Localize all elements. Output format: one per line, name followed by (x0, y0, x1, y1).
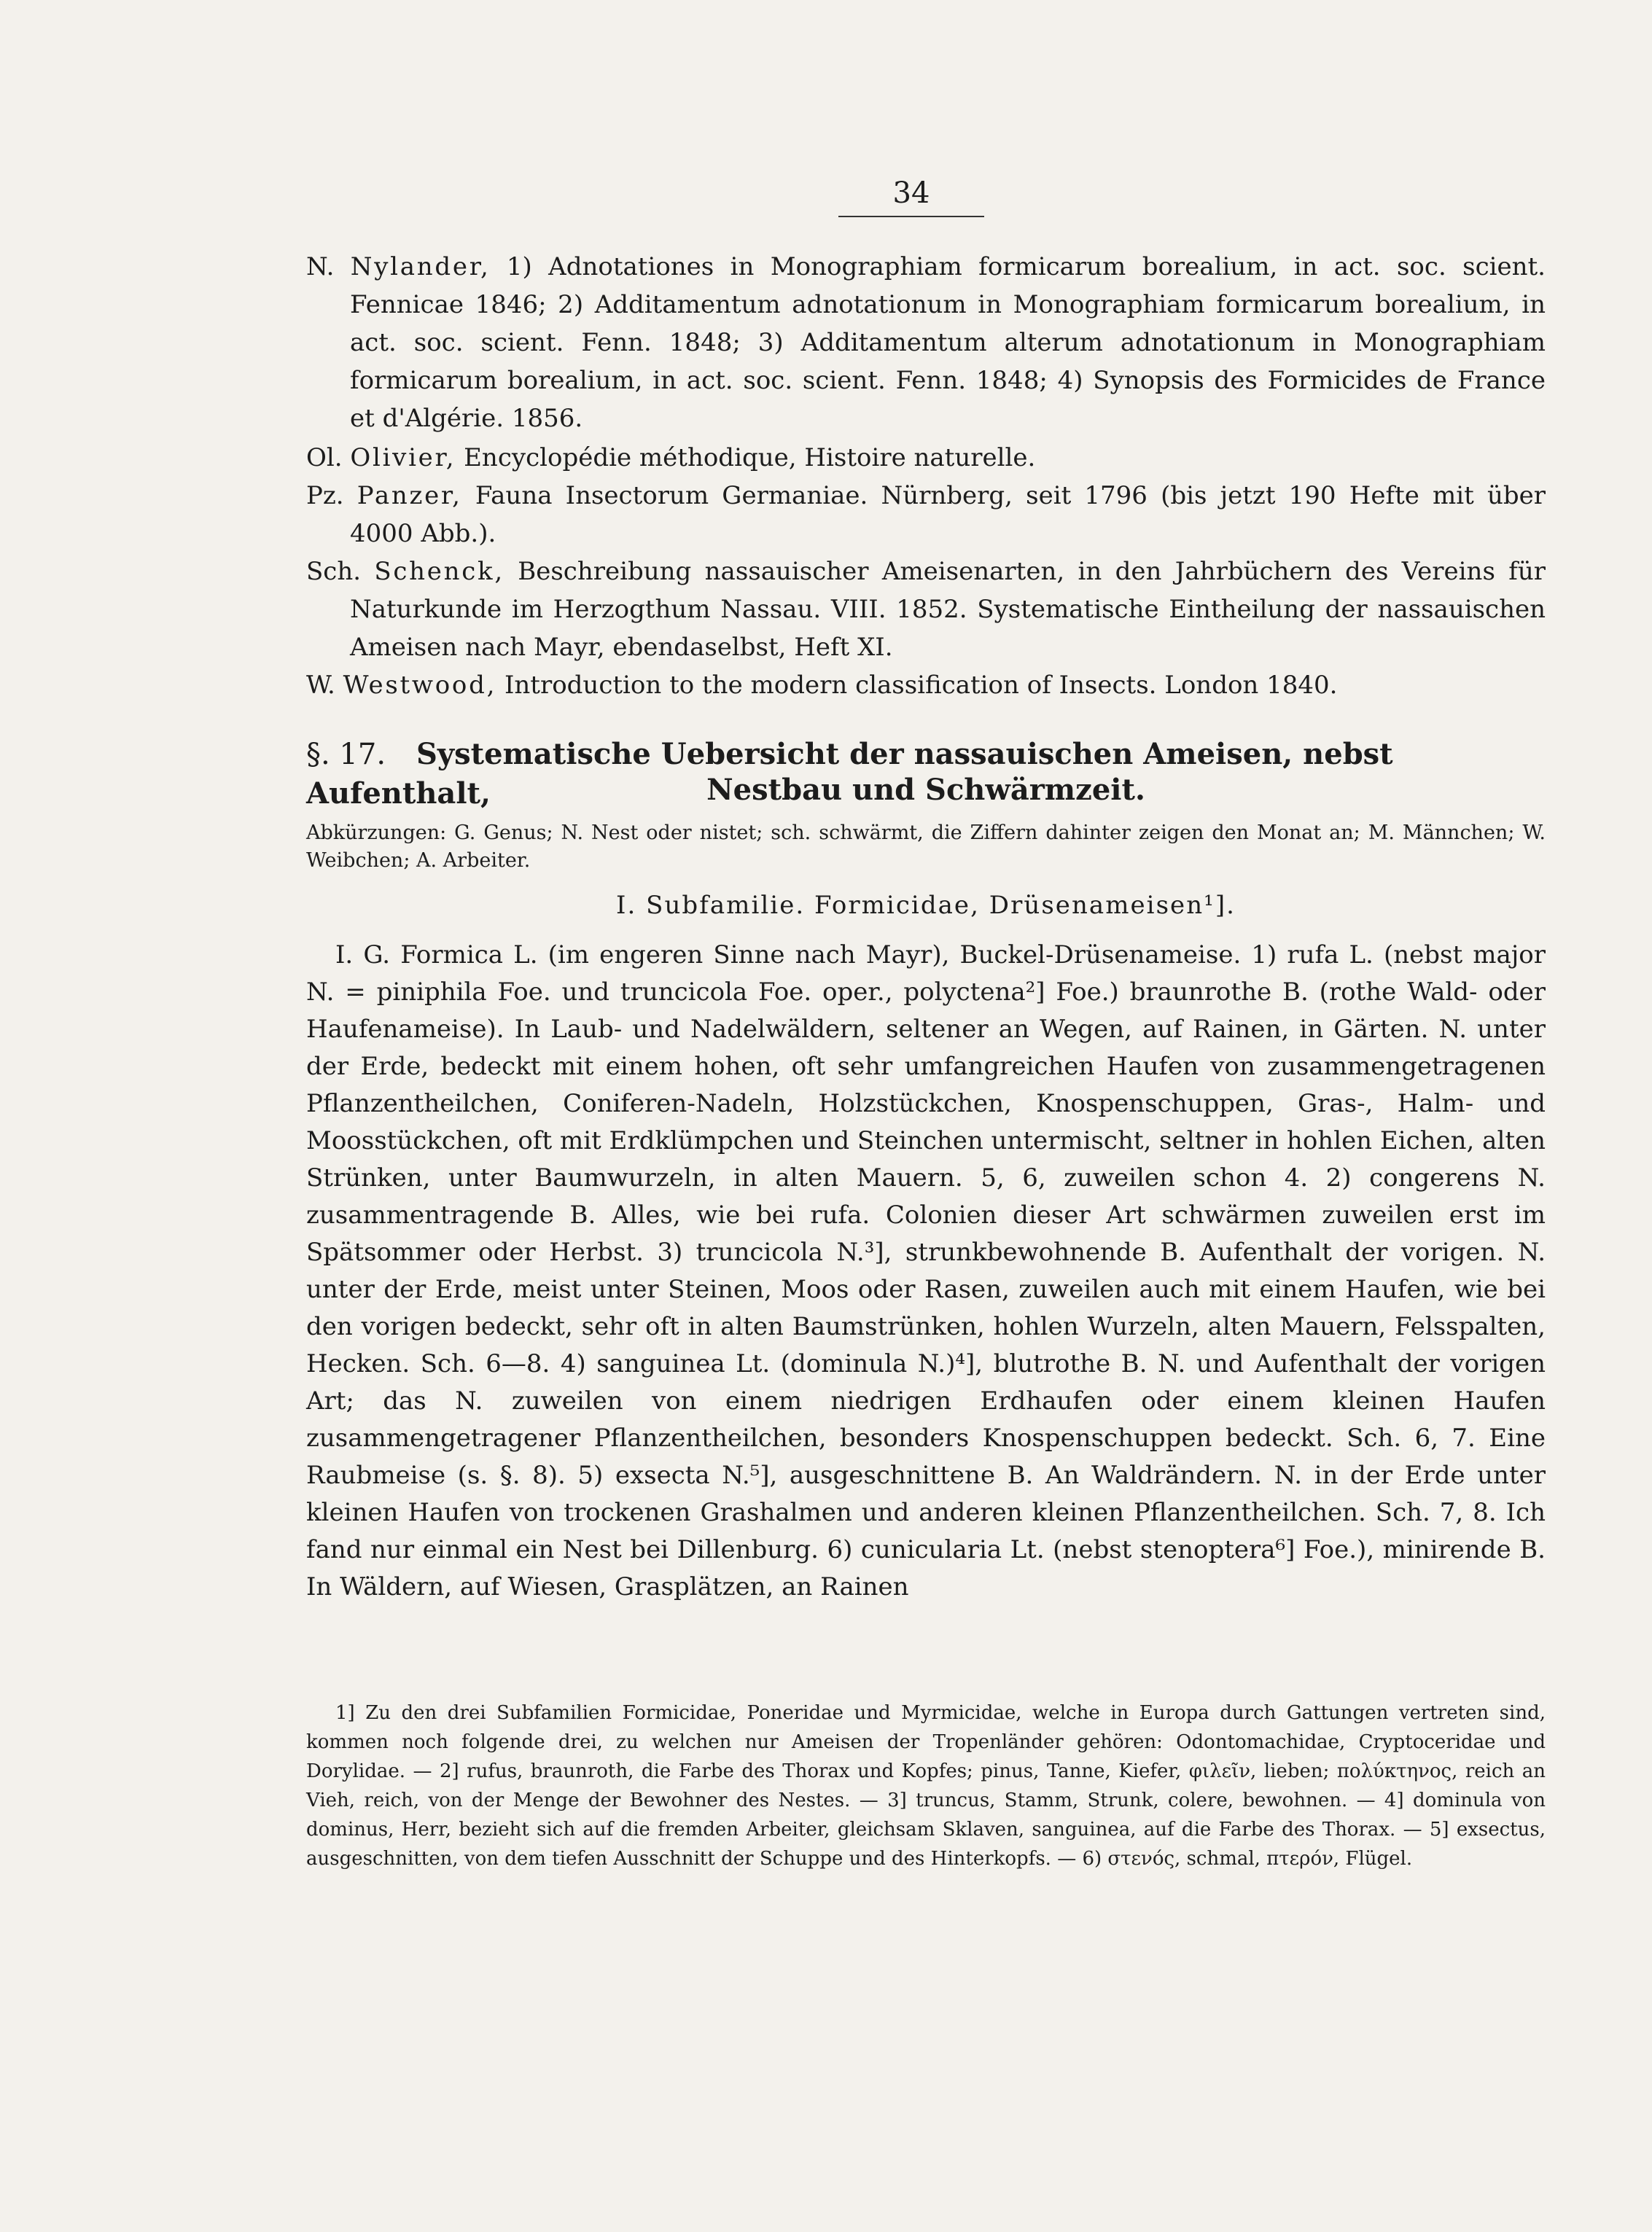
section-title-line1: Systematische Uebersicht der nassauischen Ameisen, nebst Aufenthalt, (306, 737, 1393, 811)
ref-text: Beschreibung nassauischer Ameisenarten, in den Jahrbüchern des Vereins für Naturkunde im Herzogthum Nassau. VIII. 1852. Systematische Eintheilung der nassauischen Ameisen nach Mayr, ebendaselbst, Heft XI. (350, 557, 1546, 662)
ref-text: Fauna Insectorum Germaniae. Nürnberg, seit 1796 (bis jetzt 190 Hefte mit über 4000 Abb.). (350, 481, 1546, 548)
section-number: §. 17. (306, 738, 386, 771)
ref-text: Introduction to the modern classification of Insects. London 1840. (504, 671, 1338, 700)
ref-author: Schenck, (374, 557, 504, 586)
ref-text: 1) Adnotationes in Monographiam formicarum borealium, in act. soc. scient. Fennicae 1846; 2) Additamentum adnotationum in Monographiam formicarum borealium, in act. soc. scient. Fenn. 1848; 3) Additamentum alterum adnotationum in Monographiam formicarum borealium, in act. soc. scient. Fenn. 1848; 4) Synopsis des Formicides de France et d'Algérie. 1856. (350, 252, 1546, 433)
ref-text: Encyclopédie méthodique, Histoire naturelle. (464, 443, 1036, 472)
reference-westwood (306, 666, 1546, 704)
ref-author: Olivier, (350, 443, 456, 472)
footnotes (306, 1698, 1546, 1873)
ref-abbr: W. (306, 671, 335, 700)
section-title-line2: Nestbau und Schwärmzeit. (706, 773, 1145, 807)
ref-author: Panzer, (356, 481, 462, 510)
abbreviations: Abkürzungen: G. Genus; N. Nest oder nistet; sch. schwärmt, die Ziffern dahinter zeigen den Monat an; M. Männchen; W. Weibchen; A. Arbeiter. (306, 822, 1546, 872)
reference-nylander (306, 248, 1546, 437)
ref-author: Westwood, (343, 671, 497, 700)
subfamily-heading: I. Subfamilie. Formicidae, Drüsenameisen¹]. (616, 891, 1236, 920)
page-number-rule (838, 216, 984, 217)
ref-author: Nylander, (350, 252, 491, 281)
reference-panzer (306, 477, 1546, 553)
reference-schenck (306, 553, 1546, 666)
ref-abbr: N. (306, 252, 335, 281)
body-text (306, 937, 1546, 1606)
ref-abbr: Sch. (306, 557, 362, 586)
page-number: 34 (892, 176, 930, 210)
reference-olivier (306, 439, 1546, 477)
footnote-paragraph: 1] Zu den drei Subfamilien Formicidae, Poneridae und Myrmicidae, welche in Europa durch Gattungen vertreten sind, kommen noch folgende drei, zu welchen nur Ameisen der Tropenländer gehören: Odontomachidae, Cryptoceridae und Dorylidae. — 2] rufus, braunroth, die Farbe des Thorax und Kopfes; pinus, Tanne, Kiefer, φιλεῖν, lieben; πολύκτηνος, reich an Vieh, reich, von der Menge der Bewohner des Nestes. — 3] truncus, Stamm, Strunk, colere, bewohnen. — 4] dominula von dominus, Herr, bezieht sich auf die fremden Arbeiter, gleichsam Sklaven, sanguinea, auf die Farbe des Thorax. — 5] exsectus, ausgeschnitten, von dem tiefen Ausschnitt der Schuppe und des Hinterkopfs. — 6) στενός, schmal, πτερόν, Flügel. (306, 1702, 1546, 1870)
ref-abbr: Pz. (306, 481, 344, 510)
body-paragraph: I. G. Formica L. (im engeren Sinne nach Mayr), Buckel-Drüsenameise. 1) rufa L. (nebst major N. = piniphila Foe. und truncicola Foe. oper., polyctena²] Foe.) braunrothe B. (rothe Wald- oder Haufenameise). In Laub- und Nadelwäldern, seltener an Wegen, auf Rainen, in Gärten. N. unter der Erde, bedeckt mit einem hohen, oft sehr umfangreichen Haufen von zusammengetragenen Pflanzentheilchen, Coniferen-Nadeln, Holzstückchen, Knospenschuppen, Gras-, Halm- und Moosstückchen, oft mit Erdklümpchen und Steinchen untermischt, seltner in hohlen Eichen, alten Strünken, unter Baumwurzeln, in alten Mauern. 5, 6, zuweilen schon 4. 2) congerens N. zusammentragende B. Alles, wie bei rufa. Colonien dieser Art schwärmen zuweilen erst im Spätsommer oder Herbst. 3) truncicola N.³], strunkbewohnende B. Aufenthalt der vorigen. N. unter der Erde, meist unter Steinen, Moos oder Rasen, zuweilen auch mit einem Haufen, wie bei den vorigen bedeckt, sehr oft in alten Baumstrünken, hohlen Wurzeln, alten Mauern, Felsspalten, Hecken. Sch. 6—8. 4) sanguinea Lt. (dominula N.)⁴], blutrothe B. N. und Aufenthalt der vorigen Art; das N. zuweilen von einem niedrigen Erdhaufen oder einem kleinen Haufen zusammengetragener Pflanzentheilchen, besonders Knospenschuppen bedeckt. Sch. 6, 7. Eine Raubmeise (s. §. 8). 5) exsecta N.⁵], ausgeschnittene B. An Waldrändern. N. in der Erde unter kleinen Haufen von trockenen Grashalmen und anderen kleinen Pflanzentheilchen. Sch. 7, 8. Ich fand nur einmal ein Nest bei Dillenburg. 6) cunicularia Lt. (nebst stenoptera⁶] Foe.), minirende B. In Wäldern, auf Wiesen, Grasplätzen, an Rainen (306, 940, 1546, 1601)
ref-abbr: Ol. (306, 443, 343, 472)
